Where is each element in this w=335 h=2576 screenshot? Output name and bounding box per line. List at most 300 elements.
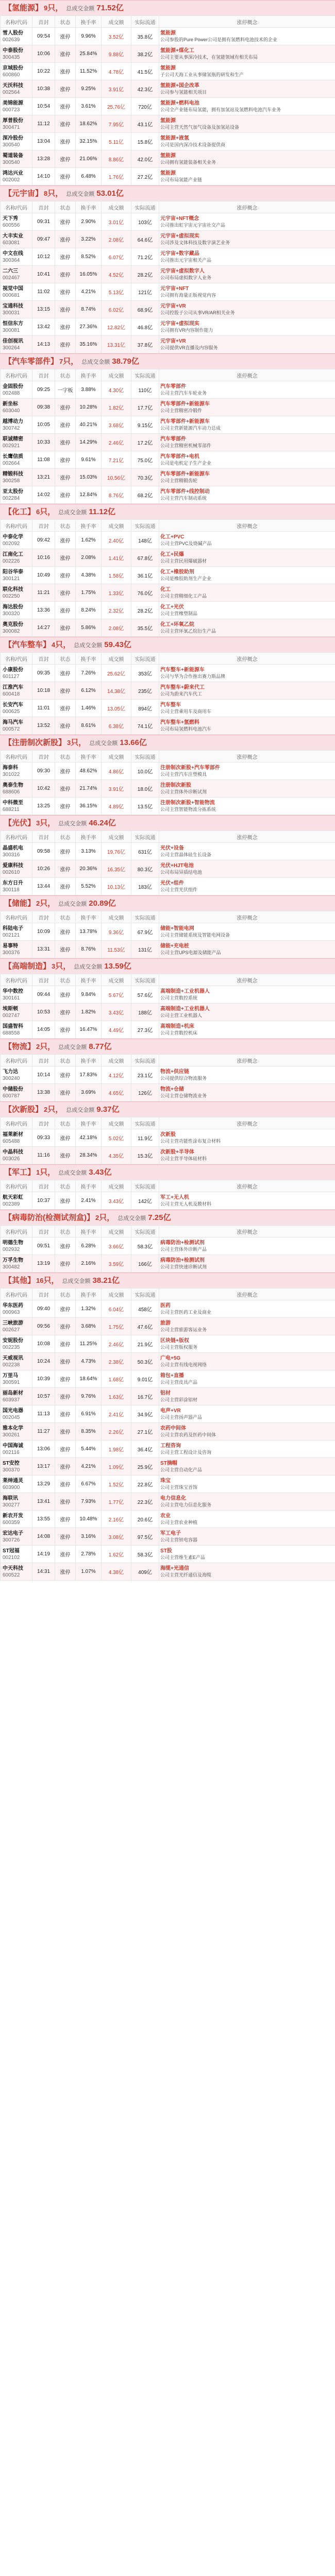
header-col-name[interactable]: 名称/代码 xyxy=(1,1117,32,1129)
table-row[interactable] xyxy=(1,700,335,717)
stock-name[interactable]: 中储股份 xyxy=(3,1086,23,1092)
stock-name[interactable]: 万孚生物 xyxy=(3,1257,23,1263)
header-col-volume[interactable]: 成交额 xyxy=(102,974,131,986)
stock-name[interactable]: 金固股份 xyxy=(3,383,23,389)
header-col-volume[interactable]: 成交额 xyxy=(102,16,131,28)
header-col-float[interactable]: 实际流通 xyxy=(131,831,159,843)
table-row[interactable] xyxy=(1,336,335,353)
header-col-status[interactable]: 状态 xyxy=(55,1180,76,1192)
header-col-name[interactable]: 名称/代码 xyxy=(1,1055,32,1066)
header-col-turnover[interactable]: 换手率 xyxy=(76,16,102,28)
table-row[interactable] xyxy=(1,923,335,941)
header-col-turnover[interactable]: 换手率 xyxy=(76,1180,102,1192)
stock-name-cell[interactable] xyxy=(1,1476,32,1493)
table-row[interactable] xyxy=(1,619,335,637)
stock-name-cell[interactable] xyxy=(1,248,32,266)
table-row[interactable] xyxy=(1,213,335,231)
stock-name[interactable]: 厚普股份 xyxy=(3,117,23,124)
stock-name-cell[interactable] xyxy=(1,399,32,416)
header-col-name[interactable]: 名称/代码 xyxy=(1,751,32,762)
table-row[interactable] xyxy=(1,451,335,469)
stock-name-cell[interactable] xyxy=(1,1511,32,1528)
table-row[interactable] xyxy=(1,941,335,958)
stock-name[interactable]: 视觉中国 xyxy=(3,285,23,292)
header-col-float[interactable]: 实际流通 xyxy=(131,520,159,532)
table-row[interactable] xyxy=(1,1511,335,1528)
header-col-concept[interactable]: 涨停概念 xyxy=(159,520,335,532)
stock-name[interactable]: 航天彩虹 xyxy=(3,1194,23,1200)
table-row[interactable] xyxy=(1,1388,335,1405)
stock-name[interactable]: 大丰实业 xyxy=(3,233,23,239)
table-row[interactable] xyxy=(1,1238,335,1255)
header-col-turnover[interactable]: 换手率 xyxy=(76,974,102,986)
header-col-first-seal[interactable]: 首封 xyxy=(32,16,55,28)
table-row[interactable] xyxy=(1,798,335,815)
header-col-float[interactable]: 实际流通 xyxy=(131,1117,159,1129)
stock-name[interactable]: 万里马 xyxy=(3,1372,18,1379)
table-row[interactable] xyxy=(1,80,335,98)
header-col-status[interactable]: 状态 xyxy=(55,1055,76,1066)
header-col-status[interactable]: 状态 xyxy=(55,831,76,843)
header-col-turnover[interactable]: 换手率 xyxy=(76,369,102,381)
stock-name[interactable]: 越博动力 xyxy=(3,418,23,425)
table-row[interactable] xyxy=(1,486,335,504)
header-col-concept[interactable]: 涨停概念 xyxy=(159,1180,335,1192)
stock-name-cell[interactable] xyxy=(1,1388,32,1405)
stock-name[interactable]: 海联讯 xyxy=(3,1495,18,1501)
stock-name-cell[interactable] xyxy=(1,1192,32,1210)
header-col-status[interactable]: 状态 xyxy=(55,16,76,28)
stock-name-cell[interactable] xyxy=(1,1084,32,1101)
stock-name[interactable]: 蜀道装备 xyxy=(3,152,23,159)
stock-name[interactable]: 易事特 xyxy=(3,943,18,949)
stock-name-cell[interactable] xyxy=(1,1300,32,1318)
stock-name-cell[interactable] xyxy=(1,717,32,735)
table-row[interactable] xyxy=(1,381,335,399)
section-header[interactable] xyxy=(0,637,335,652)
table-row[interactable] xyxy=(1,682,335,700)
stock-name[interactable]: 中天科技 xyxy=(3,1565,23,1571)
header-col-name[interactable]: 名称/代码 xyxy=(1,1289,32,1300)
table-row[interactable] xyxy=(1,115,335,133)
table-row[interactable] xyxy=(1,469,335,486)
header-col-first-seal[interactable]: 首封 xyxy=(32,831,55,843)
table-row[interactable] xyxy=(1,416,335,434)
stock-name-cell[interactable] xyxy=(1,115,32,133)
header-col-volume[interactable]: 成交额 xyxy=(102,1117,131,1129)
table-row[interactable] xyxy=(1,1335,335,1353)
table-row[interactable] xyxy=(1,860,335,878)
stock-name-cell[interactable] xyxy=(1,567,32,584)
stock-name-cell[interactable] xyxy=(1,45,32,63)
header-col-float[interactable]: 实际流通 xyxy=(131,1226,159,1238)
stock-name-cell[interactable] xyxy=(1,381,32,399)
stock-name-cell[interactable] xyxy=(1,80,32,98)
header-col-float[interactable]: 实际流通 xyxy=(131,1055,159,1066)
stock-name-cell[interactable] xyxy=(1,1370,32,1388)
stock-name[interactable]: 联诚精密 xyxy=(3,436,23,442)
stock-name-cell[interactable] xyxy=(1,1528,32,1546)
table-row[interactable] xyxy=(1,1546,335,1563)
section-header[interactable] xyxy=(0,504,335,519)
header-col-name[interactable]: 名称/代码 xyxy=(1,974,32,986)
table-row[interactable] xyxy=(1,986,335,1004)
header-col-concept[interactable]: 涨停概念 xyxy=(159,16,335,28)
stock-name-cell[interactable] xyxy=(1,283,32,301)
table-row[interactable] xyxy=(1,1066,335,1084)
header-col-first-seal[interactable]: 首封 xyxy=(32,911,55,923)
section-header[interactable] xyxy=(0,1210,335,1225)
header-col-concept[interactable]: 涨停概念 xyxy=(159,974,335,986)
stock-name[interactable]: 东方日升 xyxy=(3,880,23,886)
stock-name[interactable]: 亚太股份 xyxy=(3,488,23,495)
table-row[interactable] xyxy=(1,1423,335,1440)
stock-name-cell[interactable] xyxy=(1,231,32,248)
header-col-turnover[interactable]: 换手率 xyxy=(76,831,102,843)
section-header[interactable] xyxy=(0,895,335,911)
header-col-status[interactable]: 状态 xyxy=(55,751,76,762)
stock-name[interactable]: 深冷股份 xyxy=(3,135,23,141)
stock-name[interactable]: 福莱新材 xyxy=(3,1131,23,1138)
stock-name[interactable]: 中泰股份 xyxy=(3,47,23,54)
stock-name[interactable]: 安妮股份 xyxy=(3,1337,23,1344)
header-col-name[interactable]: 名称/代码 xyxy=(1,1180,32,1192)
table-row[interactable] xyxy=(1,1300,335,1318)
table-row[interactable] xyxy=(1,1405,335,1423)
stock-name[interactable]: 晶盛机电 xyxy=(3,845,23,851)
header-col-volume[interactable]: 成交额 xyxy=(102,1180,131,1192)
stock-name[interactable]: 天下秀 xyxy=(3,215,18,222)
section-header[interactable] xyxy=(0,1101,335,1117)
stock-name[interactable]: 新农开发 xyxy=(3,1513,23,1519)
header-col-volume[interactable]: 成交额 xyxy=(102,653,131,665)
stock-name-cell[interactable] xyxy=(1,602,32,619)
header-col-turnover[interactable]: 换手率 xyxy=(76,653,102,665)
stock-name-cell[interactable] xyxy=(1,213,32,231)
header-col-float[interactable]: 实际流通 xyxy=(131,1289,159,1300)
stock-name-cell[interactable] xyxy=(1,1255,32,1273)
header-col-turnover[interactable]: 换手率 xyxy=(76,1117,102,1129)
stock-name[interactable]: 天威视讯 xyxy=(3,1355,23,1361)
header-col-first-seal[interactable]: 首封 xyxy=(32,201,55,213)
stock-name[interactable]: 联化科技 xyxy=(3,586,23,592)
header-col-volume[interactable]: 成交额 xyxy=(102,1226,131,1238)
table-row[interactable] xyxy=(1,1563,335,1581)
stock-name-cell[interactable] xyxy=(1,1353,32,1370)
stock-name[interactable]: 中晶科技 xyxy=(3,1149,23,1155)
stock-name-cell[interactable] xyxy=(1,133,32,150)
stock-name[interactable]: 三峡旅游 xyxy=(3,1320,23,1326)
table-row[interactable] xyxy=(1,318,335,336)
stock-name-cell[interactable] xyxy=(1,860,32,878)
table-row[interactable] xyxy=(1,549,335,567)
stock-name-cell[interactable] xyxy=(1,98,32,115)
stock-name-cell[interactable] xyxy=(1,1066,32,1084)
stock-name[interactable]: 宏达电子 xyxy=(3,1530,23,1536)
header-col-float[interactable]: 实际流通 xyxy=(131,1180,159,1192)
stock-name[interactable]: 长鹰信质 xyxy=(3,453,23,460)
header-col-volume[interactable]: 成交额 xyxy=(102,1055,131,1066)
header-col-volume[interactable]: 成交额 xyxy=(102,369,131,381)
table-row[interactable] xyxy=(1,434,335,451)
table-row[interactable] xyxy=(1,1440,335,1458)
header-col-concept[interactable]: 涨停概念 xyxy=(159,653,335,665)
header-col-first-seal[interactable]: 首封 xyxy=(32,974,55,986)
stock-name[interactable]: 海泰科 xyxy=(3,765,18,771)
stock-name[interactable]: 京城股份 xyxy=(3,65,23,71)
table-row[interactable] xyxy=(1,1370,335,1388)
header-col-float[interactable]: 实际流通 xyxy=(131,201,159,213)
header-col-first-seal[interactable]: 首封 xyxy=(32,751,55,762)
stock-name[interactable]: 鸿达兴业 xyxy=(3,170,23,176)
header-col-name[interactable]: 名称/代码 xyxy=(1,369,32,381)
header-col-turnover[interactable]: 换手率 xyxy=(76,520,102,532)
stock-name-cell[interactable] xyxy=(1,1004,32,1021)
table-row[interactable] xyxy=(1,1476,335,1493)
table-row[interactable] xyxy=(1,133,335,150)
table-row[interactable] xyxy=(1,1004,335,1021)
stock-name[interactable]: 雪人股份 xyxy=(3,30,23,36)
stock-name-cell[interactable] xyxy=(1,150,32,168)
stock-name-cell[interactable] xyxy=(1,700,32,717)
section-header[interactable] xyxy=(0,1164,335,1180)
stock-name-cell[interactable] xyxy=(1,923,32,941)
header-col-concept[interactable]: 涨停概念 xyxy=(159,201,335,213)
stock-name-cell[interactable] xyxy=(1,549,32,567)
table-row[interactable] xyxy=(1,665,335,682)
stock-name-cell[interactable] xyxy=(1,1563,32,1581)
stock-name[interactable]: 精锻科技 xyxy=(3,471,23,477)
section-header[interactable] xyxy=(0,353,335,369)
stock-name-cell[interactable] xyxy=(1,682,32,700)
header-col-name[interactable]: 名称/代码 xyxy=(1,911,32,923)
stock-name[interactable]: 国盛智科 xyxy=(3,1023,23,1029)
stock-name[interactable]: 国光电器 xyxy=(3,1408,23,1414)
table-row[interactable] xyxy=(1,231,335,248)
header-col-volume[interactable]: 成交额 xyxy=(102,911,131,923)
stock-name-cell[interactable] xyxy=(1,878,32,895)
stock-name-cell[interactable] xyxy=(1,486,32,504)
stock-name[interactable]: 丽岛新材 xyxy=(3,1390,23,1396)
header-col-concept[interactable]: 涨停概念 xyxy=(159,1226,335,1238)
header-col-name[interactable]: 名称/代码 xyxy=(1,831,32,843)
stock-name-cell[interactable] xyxy=(1,1493,32,1511)
table-row[interactable] xyxy=(1,301,335,318)
header-col-status[interactable]: 状态 xyxy=(55,911,76,923)
table-row[interactable] xyxy=(1,1255,335,1273)
table-row[interactable] xyxy=(1,248,335,266)
header-col-first-seal[interactable]: 首封 xyxy=(32,1180,55,1192)
stock-name-cell[interactable] xyxy=(1,28,32,45)
header-col-turnover[interactable]: 换手率 xyxy=(76,201,102,213)
header-col-first-seal[interactable]: 首封 xyxy=(32,653,55,665)
table-row[interactable] xyxy=(1,98,335,115)
table-row[interactable] xyxy=(1,1147,335,1164)
header-col-name[interactable]: 名称/代码 xyxy=(1,1226,32,1238)
header-col-name[interactable]: 名称/代码 xyxy=(1,520,32,532)
stock-name-cell[interactable] xyxy=(1,434,32,451)
table-row[interactable] xyxy=(1,602,335,619)
stock-name-cell[interactable] xyxy=(1,619,32,637)
header-col-turnover[interactable]: 换手率 xyxy=(76,911,102,923)
stock-name[interactable]: 海达股份 xyxy=(3,604,23,610)
stock-name[interactable]: 佳创视讯 xyxy=(3,338,23,344)
stock-name-cell[interactable] xyxy=(1,63,32,80)
stock-name[interactable]: 埃斯顿 xyxy=(3,1006,18,1012)
table-row[interactable] xyxy=(1,1192,335,1210)
stock-name-cell[interactable] xyxy=(1,451,32,469)
stock-name-cell[interactable] xyxy=(1,843,32,860)
stock-name-cell[interactable] xyxy=(1,1440,32,1458)
table-row[interactable] xyxy=(1,266,335,283)
stock-name-cell[interactable] xyxy=(1,318,32,336)
header-col-first-seal[interactable]: 首封 xyxy=(32,520,55,532)
table-row[interactable] xyxy=(1,28,335,45)
table-row[interactable] xyxy=(1,717,335,735)
table-row[interactable] xyxy=(1,1458,335,1476)
stock-name-cell[interactable] xyxy=(1,1423,32,1440)
stock-name-cell[interactable] xyxy=(1,416,32,434)
table-row[interactable] xyxy=(1,1129,335,1147)
header-col-status[interactable]: 状态 xyxy=(55,1289,76,1300)
table-row[interactable] xyxy=(1,1021,335,1039)
header-col-name[interactable]: 名称/代码 xyxy=(1,16,32,28)
stock-name[interactable]: 中科微至 xyxy=(3,800,23,806)
stock-name-cell[interactable] xyxy=(1,1129,32,1147)
stock-name-cell[interactable] xyxy=(1,986,32,1004)
stock-name[interactable]: 长安汽车 xyxy=(3,702,23,708)
stock-name[interactable]: 华东医药 xyxy=(3,1302,23,1309)
header-col-concept[interactable]: 涨停概念 xyxy=(159,831,335,843)
header-col-status[interactable]: 状态 xyxy=(55,369,76,381)
table-row[interactable] xyxy=(1,762,335,780)
stock-name-cell[interactable] xyxy=(1,780,32,798)
header-col-concept[interactable]: 涨停概念 xyxy=(159,751,335,762)
header-col-volume[interactable]: 成交额 xyxy=(102,1289,131,1300)
section-header[interactable] xyxy=(0,185,335,201)
header-col-status[interactable]: 状态 xyxy=(55,1226,76,1238)
section-header[interactable] xyxy=(0,815,335,831)
stock-name-cell[interactable] xyxy=(1,762,32,780)
table-row[interactable] xyxy=(1,150,335,168)
header-col-concept[interactable]: 涨停概念 xyxy=(159,369,335,381)
stock-name[interactable]: 中泰化学 xyxy=(3,534,23,540)
stock-name[interactable]: 新坐标 xyxy=(3,401,18,407)
stock-name-cell[interactable] xyxy=(1,532,32,549)
table-row[interactable] xyxy=(1,1528,335,1546)
header-col-turnover[interactable]: 换手率 xyxy=(76,751,102,762)
table-row[interactable] xyxy=(1,168,335,185)
stock-name[interactable]: 莱绅通灵 xyxy=(3,1478,23,1484)
stock-name[interactable]: ST冠福 xyxy=(3,1548,20,1554)
stock-name-cell[interactable] xyxy=(1,469,32,486)
table-row[interactable] xyxy=(1,399,335,416)
stock-name[interactable]: 华中数控 xyxy=(3,988,23,994)
stock-name[interactable]: 江南化工 xyxy=(3,551,23,557)
stock-name-cell[interactable] xyxy=(1,798,32,815)
header-col-status[interactable]: 状态 xyxy=(55,974,76,986)
header-col-concept[interactable]: 涨停概念 xyxy=(159,1055,335,1066)
header-col-float[interactable]: 实际流通 xyxy=(131,369,159,381)
stock-name[interactable]: 小康股份 xyxy=(3,667,23,673)
header-col-status[interactable]: 状态 xyxy=(55,520,76,532)
stock-name[interactable]: 宝通科技 xyxy=(3,303,23,309)
table-row[interactable] xyxy=(1,780,335,798)
header-col-float[interactable]: 实际流通 xyxy=(131,653,159,665)
stock-name-cell[interactable] xyxy=(1,1318,32,1335)
table-row[interactable] xyxy=(1,63,335,80)
stock-name[interactable]: 爱康科技 xyxy=(3,862,23,869)
header-col-volume[interactable]: 成交额 xyxy=(102,201,131,213)
table-row[interactable] xyxy=(1,283,335,301)
section-header[interactable] xyxy=(0,1273,335,1288)
table-row[interactable] xyxy=(1,532,335,549)
stock-name[interactable]: 雅本化学 xyxy=(3,1425,23,1431)
table-row[interactable] xyxy=(1,567,335,584)
header-col-first-seal[interactable]: 首封 xyxy=(32,1055,55,1066)
section-header[interactable] xyxy=(0,1039,335,1054)
header-col-concept[interactable]: 涨停概念 xyxy=(159,1289,335,1300)
stock-name-cell[interactable] xyxy=(1,301,32,318)
header-col-turnover[interactable]: 换手率 xyxy=(76,1055,102,1066)
header-col-name[interactable]: 名称/代码 xyxy=(1,201,32,213)
section-header[interactable] xyxy=(0,0,335,15)
header-col-float[interactable]: 实际流通 xyxy=(131,751,159,762)
header-col-status[interactable]: 状态 xyxy=(55,201,76,213)
stock-name[interactable]: 飞力达 xyxy=(3,1069,18,1075)
table-row[interactable] xyxy=(1,1318,335,1335)
header-col-float[interactable]: 实际流通 xyxy=(131,911,159,923)
header-col-concept[interactable]: 涨停概念 xyxy=(159,911,335,923)
stock-name[interactable]: 中国海诚 xyxy=(3,1443,23,1449)
table-row[interactable] xyxy=(1,584,335,602)
stock-name-cell[interactable] xyxy=(1,941,32,958)
header-col-float[interactable]: 实际流通 xyxy=(131,974,159,986)
stock-name[interactable]: 天沃科技 xyxy=(3,82,23,89)
stock-name[interactable]: 明德生物 xyxy=(3,1240,23,1246)
header-col-first-seal[interactable]: 首封 xyxy=(32,1117,55,1129)
stock-name-cell[interactable] xyxy=(1,1238,32,1255)
stock-name[interactable]: 海马汽车 xyxy=(3,719,23,725)
section-header[interactable] xyxy=(0,735,335,750)
header-col-status[interactable]: 状态 xyxy=(55,653,76,665)
stock-name-cell[interactable] xyxy=(1,336,32,353)
stock-name[interactable]: 奥泰生物 xyxy=(3,782,23,788)
table-row[interactable] xyxy=(1,1084,335,1101)
header-col-turnover[interactable]: 换手率 xyxy=(76,1289,102,1300)
stock-name[interactable]: 江淮汽车 xyxy=(3,684,23,690)
header-col-first-seal[interactable]: 首封 xyxy=(32,1226,55,1238)
header-col-name[interactable]: 名称/代码 xyxy=(1,653,32,665)
stock-name[interactable]: 恒信东方 xyxy=(3,320,23,327)
header-col-volume[interactable]: 成交额 xyxy=(102,520,131,532)
stock-name-cell[interactable] xyxy=(1,266,32,283)
header-col-volume[interactable]: 成交额 xyxy=(102,831,131,843)
stock-name-cell[interactable] xyxy=(1,665,32,682)
table-row[interactable] xyxy=(1,1493,335,1511)
stock-name[interactable]: 奥克股份 xyxy=(3,621,23,628)
header-col-status[interactable]: 状态 xyxy=(55,1117,76,1129)
header-col-concept[interactable]: 涨停概念 xyxy=(159,1117,335,1129)
header-col-float[interactable]: 实际流通 xyxy=(131,16,159,28)
header-col-first-seal[interactable]: 首封 xyxy=(32,369,55,381)
stock-name-cell[interactable] xyxy=(1,1335,32,1353)
header-col-volume[interactable]: 成交额 xyxy=(102,751,131,762)
header-col-first-seal[interactable]: 首封 xyxy=(32,1289,55,1300)
table-row[interactable] xyxy=(1,878,335,895)
stock-name[interactable]: 美锦能源 xyxy=(3,100,23,106)
stock-name[interactable]: 二六三 xyxy=(3,268,18,274)
